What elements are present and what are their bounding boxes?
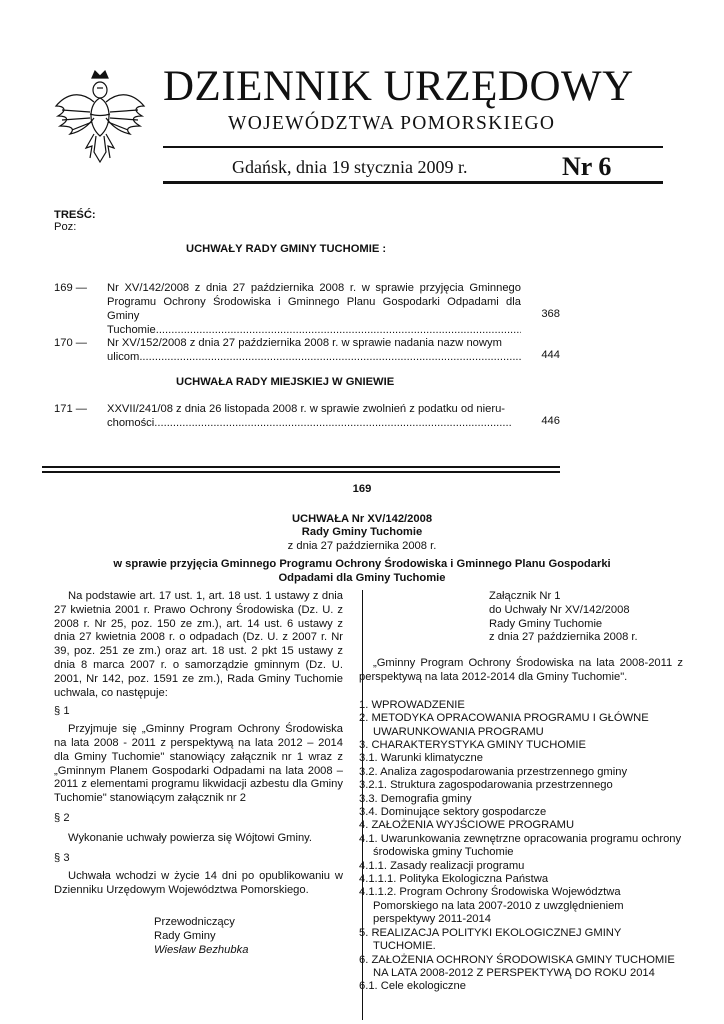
document-issuer: Rady Gminy Tuchomie [301,526,423,538]
toc-entry-page: 368 [541,308,560,320]
paragraph-sign: § 3 [54,851,70,864]
toc-entry-text: Nr XV/152/2008 z dnia 27 października 2008 r. w sprawie nadania nazw nowym [107,337,502,349]
paragraph-text: Przyjmuje się „Gminny Program Ochrony Środowiska na lata 2008 - 2011 z perspektywą na lata 2012 – 2014 dla Gminy Tuchomie" stanowiący załącznik nr 1 wraz z „Gminnym Planem Gospodarki Odpadami na lata 2008 – 2011 z elementami programu likwidacji azbestu dla Gminy Tuchomie" stanowiącym załącznik nr 2 [54,723,343,805]
toc-entry-page: 444 [541,349,560,361]
dateline: Gdańsk, dnia 19 stycznia 2009 r. [232,157,468,177]
signature-role: Przewodniczący [154,915,235,928]
document-heading: UCHWAŁA Nr XV/142/2008 [291,513,433,525]
toc-entry-text: XXVII/241/08 z dnia 26 listopada 2008 r. w sprawie zwolnień z podatku od nieru- [107,403,506,415]
divider [163,181,663,184]
outline-item: 3.2.1. Struktura zagospodarowania przestrzennego [359,779,613,792]
document-date: z dnia 27 października 2008 r. [287,540,437,552]
paragraph-sign: § 2 [54,811,70,824]
program-title: „Gminny Program Ochrony Środowiska na lata 2008-2011 z perspektywą na lata 2012-2014 dla Gminy Tuchomie". [359,657,683,683]
left-column [54,590,343,957]
toc-poz: Poz: [54,221,77,233]
toc-entry-number: 171 — [54,403,87,415]
paragraph-text: Uchwała wchodzi w życie 14 dni po opublikowaniu w Dzienniku Urzędowym Województwa Pomorskiego. [54,870,343,897]
attachment-header [489,590,683,645]
signature-body: Rady Gminy [154,929,216,942]
toc-entry-number: 169 — [54,282,87,294]
divider [42,471,560,473]
outline-item: 3. CHARAKTERYSTYKA GMINY TUCHOMIE [359,739,586,751]
toc-section-heading: UCHWAŁY RADY GMINY TUCHOMIE : [186,243,387,255]
outline-item: 4.1.1.2. Program Ochrony Środowiska Województwa Pomorskiego na lata 2007-2010 z uwzględnieniem perspektywy 2011-2014 [359,886,624,926]
outline-item: 3.3. Demografia gminy [359,792,472,805]
outline-item: 4. ZAŁOŻENIA WYJŚCIOWE PROGRAMU [359,819,575,832]
outline-item: 1. WPROWADZENIE [359,698,465,711]
attachment-line: Rady Gminy Tuchomie [489,617,603,630]
paragraph-sign: § 1 [54,705,70,718]
toc-entry-text-end: Tuchomie [107,324,156,336]
journal-title: DZIENNIK URZĘDOWY [163,63,634,110]
toc-entry-text-end: chomości [107,417,155,429]
document-subject: w sprawie przyjęcia Gminnego Programu Ochrony Środowiska i Gminnego Planu Gospodarki Odpadami dla Gminy Tuchomie [113,558,611,584]
toc-entry-page: 446 [541,415,560,427]
program-outline [359,699,683,994]
preamble: Na podstawie art. 17 ust. 1, art. 18 ust. 1 ustawy z dnia 27 kwietnia 2001 r. Prawo Ochrony Środowiska (Dz. U. z 2008 r. Nr 25, poz. 150 ze zm.), art. 14 ust. 6 ustawy z dnia 27 kwietnia 2008 r. o odpadach (Dz. U. z 2007 r. Nr 39, poz. 251 ze zm.) oraz art. 18 ust. 2 pkt 15 ustawy z dnia 8 marca 2007 r. o samorządzie gminnym (Dz. U. 2001, Nr 142, poz. 1591 ze zm.), Rada Gminy Tuchomie uchwala, co następuje: [54,590,343,699]
toc-label: TREŚĆ: [54,209,96,221]
coat-of-arms-eagle-icon [50,68,150,168]
outline-item: 3.2. Analiza zagospodarowania przestrzennego gminy [359,765,628,778]
signature-block [154,916,304,957]
paragraph-text: Wykonanie uchwały powierza się Wójtowi Gminy. [68,831,313,844]
outline-item: 4.1.1. Zasady realizacji programu [359,859,525,872]
attachment-line: Załącznik Nr 1 [489,590,561,602]
position-number: 169 [352,483,372,495]
attachment-line: do Uchwały Nr XV/142/2008 [489,603,630,616]
outline-item: 5. REALIZACJA POLITYKI EKOLOGICZNEJ GMINY TUCHOMIE. [359,926,622,953]
journal-subtitle: WOJEWÓDZTWA POMORSKIEGO [228,113,556,134]
toc-section-heading: UCHWAŁA RADY MIEJSKIEJ W GNIEWIE [176,376,395,388]
outline-item: 4.1. Uwarunkowania zewnętrzne opracowania programu ochrony środowiska gminy Tuchomie [359,832,682,859]
outline-item: 6. ZAŁOŻENIA OCHRONY ŚRODOWISKA GMINY TUCHOMIE NA LATA 2008-2012 Z PERSPEKTYWĄ DO ROKU 2014 [359,953,675,979]
toc-entry-text: Nr XV/142/2008 z dnia 27 października 2008 r. w sprawie przyjęcia Gminnego Programu Ochrony Środowiska i Gminnego Planu Gospodarki Odpadami dla Gminy [107,282,521,322]
toc-entry-text-end: ulicom [107,351,140,363]
outline-item: 3.4. Dominujące sektory gospodarcze [359,806,547,819]
divider [42,466,560,468]
right-column [359,590,683,994]
issue-number: Nr 6 [562,152,612,181]
attachment-line: z dnia 27 października 2008 r. [489,631,638,644]
signature-name: Wiesław Bezhubka [154,943,249,956]
outline-item: 6.1. Cele ekologiczne [359,980,466,993]
divider [163,146,663,148]
outline-item: 3.1. Warunki klimatyczne [359,752,483,765]
outline-item: 4.1.1.1. Polityka Ekologiczna Państwa [359,873,549,886]
toc-entry-number: 170 — [54,337,87,349]
outline-item: 2. METODYKA OPRACOWANIA PROGRAMU I GŁÓWNE UWARUNKOWANIA PROGRAMU [359,712,649,738]
